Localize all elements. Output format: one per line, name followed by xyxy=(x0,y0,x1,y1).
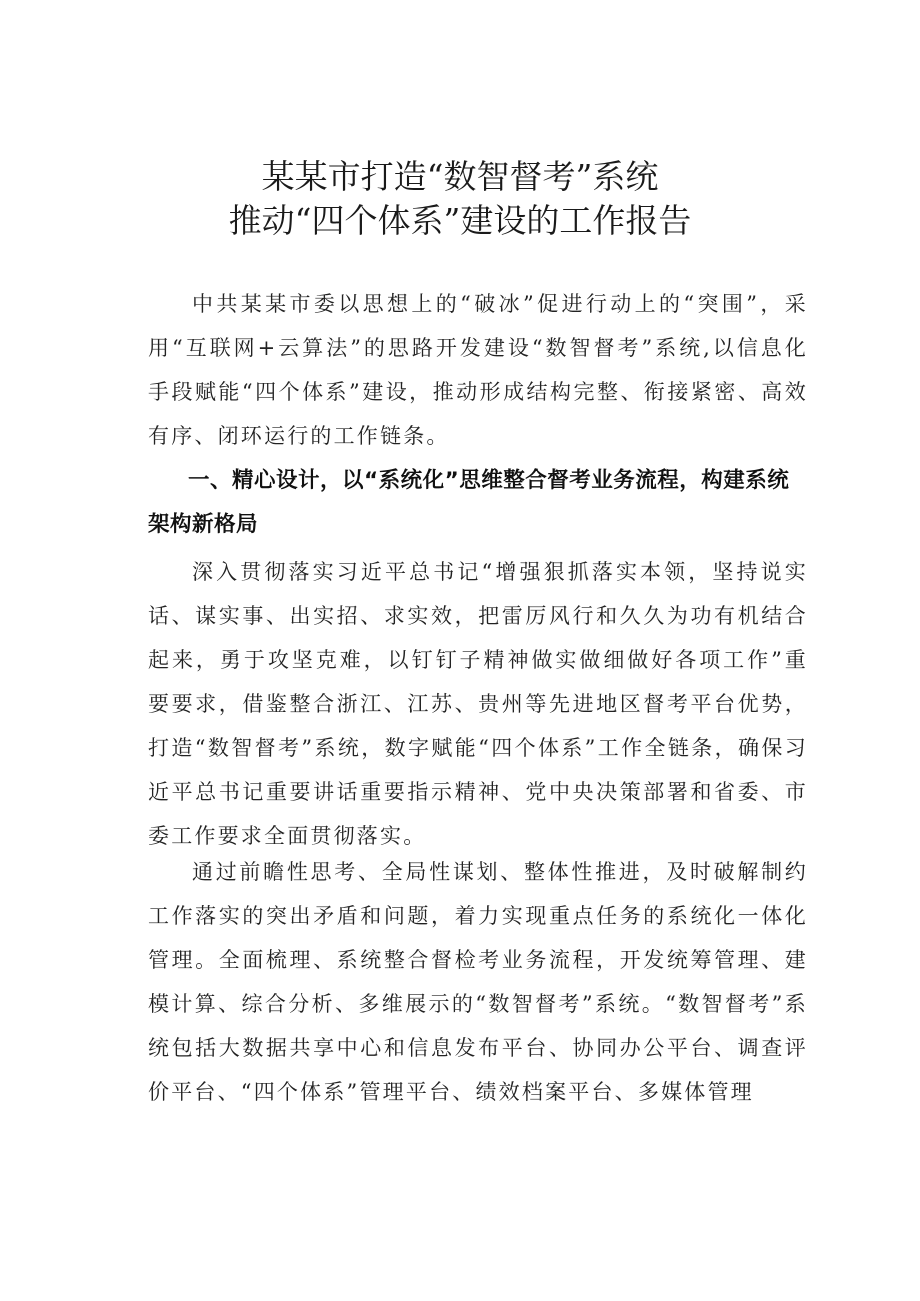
body-paragraph: 深入贯彻落实习近平总书记“增强狠抓落实本领，坚持说实话、谋实事、出实招、求实效，把雷厉风行和久久为功有机结合起来，勇于攻坚克难，以钉钉子精神做实做细做好各项工作”重要要求，借鉴整合浙江、江苏、贵州等先进地区督考平台优势，打造“数智督考”系统，数字赋能“四个体系”工作全链条，确保习近平总书记重要讲话重要指示精神、党中央决策部署和省委、市委工作要求全面贯彻落实。 xyxy=(148,560,808,848)
document-title-line2: 推动“四个体系”建设的工作报告 xyxy=(228,201,692,240)
intro-paragraph: 中共某某市委以思想上的“破冰”促进行动上的“突围”，采用“互联网+云算法”的思路开发建设“数智督考”系统,以信息化手段赋能“四个体系”建设，推动形成结构完整、衔接紧密、高效有序、闭环运行的工作链条。 xyxy=(148,292,808,448)
section1-heading: 一、精心设计，以“系统化”思维整合督考业务流程，构建系统架构新格局 xyxy=(148,468,790,537)
body-paragraph: 通过前瞻性思考、全局性谋划、整体性推进，及时破解制约工作落实的突出矛盾和问题，着力实现重点任务的系统化一体化管理。全面梳理、系统整合督检考业务流程，开发统筹管理、建模计算、综合分析、多维展示的“数智督考”系统。“数智督考”系统包括大数据共享中心和信息发布平台、协同办公平台、调查评价平台、“四个体系”管理平台、绩效档案平台、多媒体管理 xyxy=(148,860,808,1104)
document-title-line1: 某某市打造“数智督考”系统 xyxy=(261,157,659,196)
